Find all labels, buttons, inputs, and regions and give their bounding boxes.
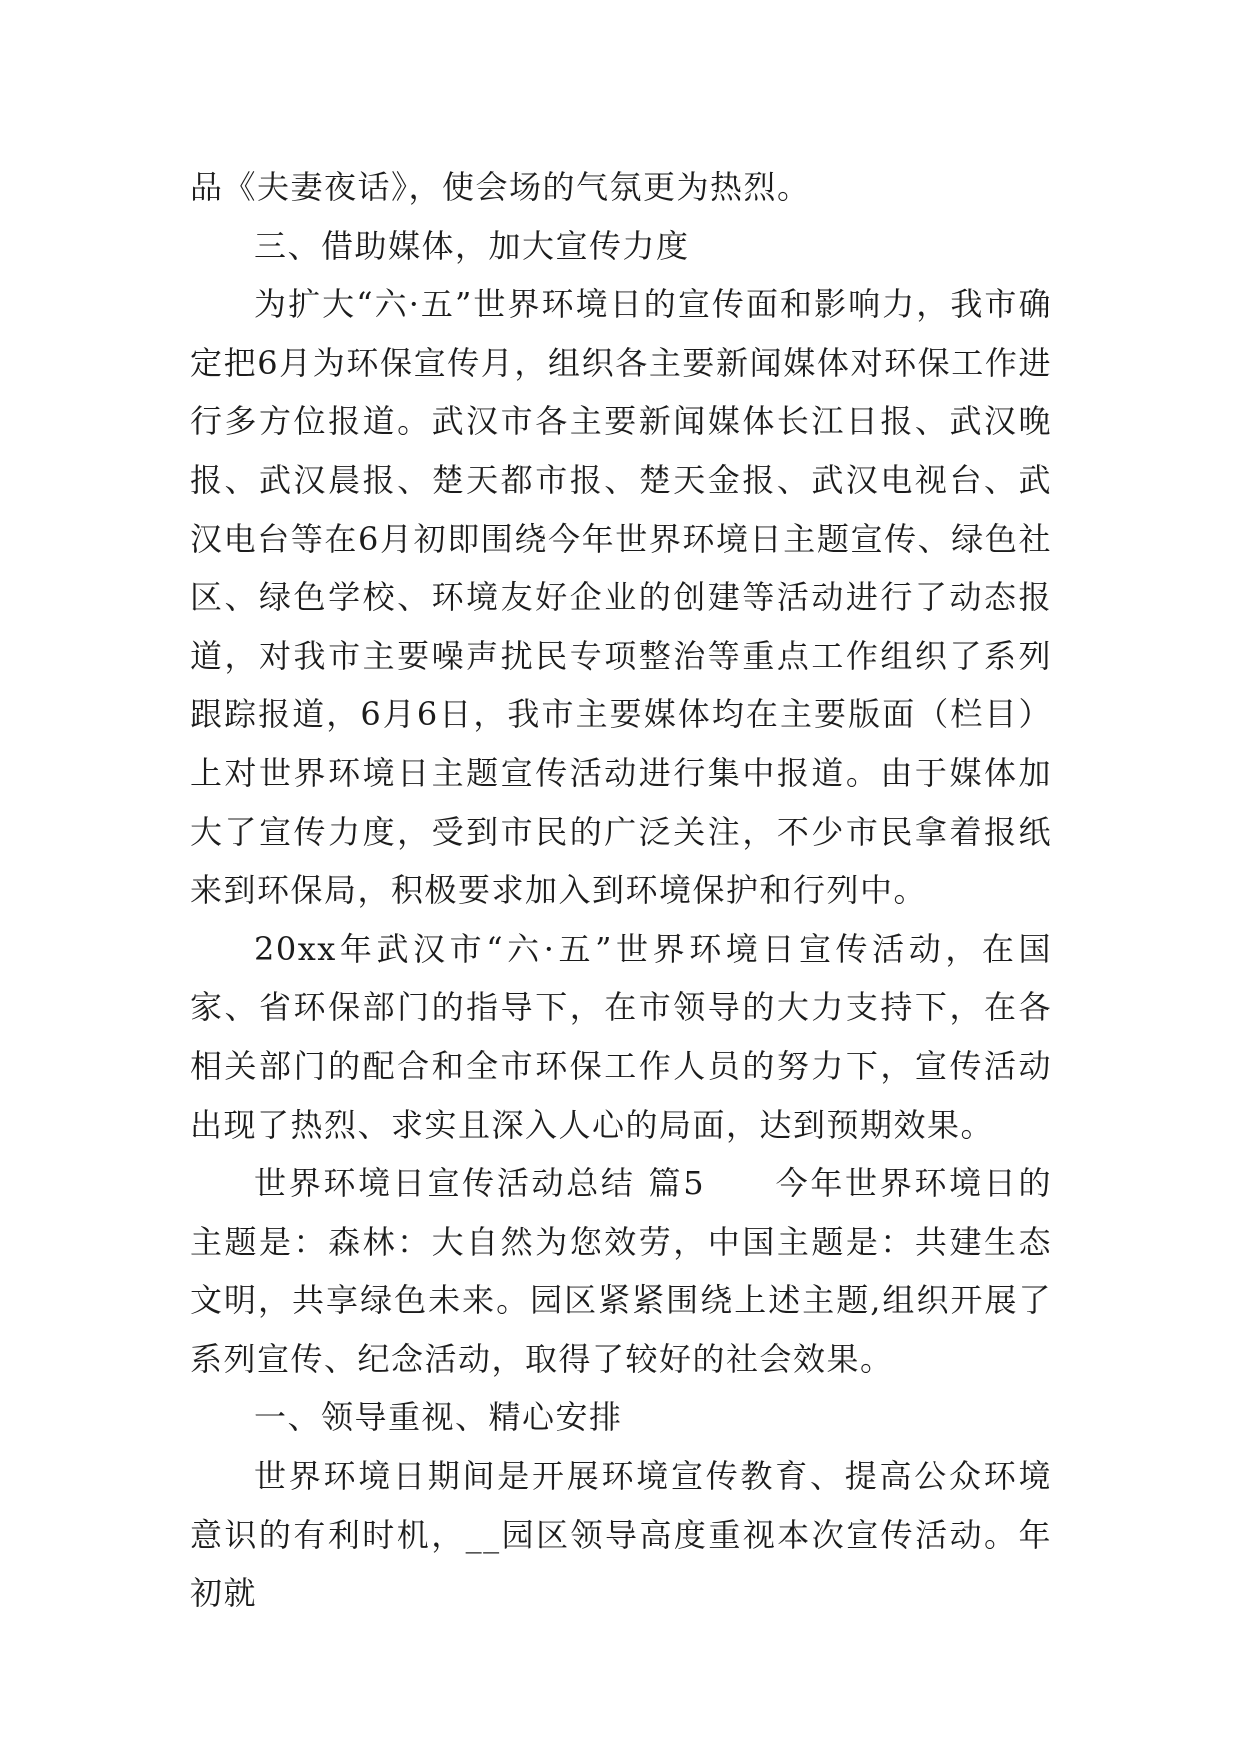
section-heading-media: 三、借助媒体，加大宣传力度: [254, 226, 690, 265]
paragraph-part5-intro: 世界环境日宣传活动总结 篇5 今年世界环境日的主题是：森林：大自然为您效劳，中国主题是：共建生态文明，共享绿色未来。园区紧紧围绕上述主题,组织开展了系列宣传、纪念活动，取得了较好的社会效果。: [190, 1164, 1052, 1378]
document-body: [190, 158, 1052, 1623]
paragraph-leadership: 世界环境日期间是开展环境宣传教育、提高公众环境意识的有利时机，__园区领导高度重视本次宣传活动。年初就: [190, 1457, 1052, 1613]
paragraph-summary: 20xx年武汉市“六·五”世界环境日宣传活动，在国家、省环保部门的指导下，在市领导的大力支持下，在各相关部门的配合和全市环保工作人员的努力下，宣传活动出现了热烈、求实且深入人心的局面，达到预期效果。: [190, 929, 1052, 1144]
paragraph-continuation: 品《夫妻夜话》，使会场的气氛更为热烈。: [190, 168, 811, 206]
paragraph-media-coverage: 为扩大“六·五”世界环境日的宣传面和影响力，我市确定把6月为环保宣传月，组织各主要新闻媒体对环保工作进行多方位报道。武汉市各主要新闻媒体长江日报、武汉晚报、武汉晨报、楚天都市报、楚天金报、武汉电视台、武汉电台等在6月初即围绕今年世界环境日主题宣传、绿色社区、绿色学校、环境友好企业的创建等活动进行了动态报道，对我市主要噪声扰民专项整治等重点工作组织了系列跟踪报道，6月6日，我市主要媒体均在主要版面（栏目）上对世界环境日主题宣传活动进行集中报道。由于媒体加大了宣传力度，受到市民的广泛关注，不少市民拿着报纸来到环保局，积极要求加入到环境保护和行列中。: [190, 285, 1052, 910]
section-heading-leadership: 一、领导重视、精心安排: [254, 1398, 623, 1437]
